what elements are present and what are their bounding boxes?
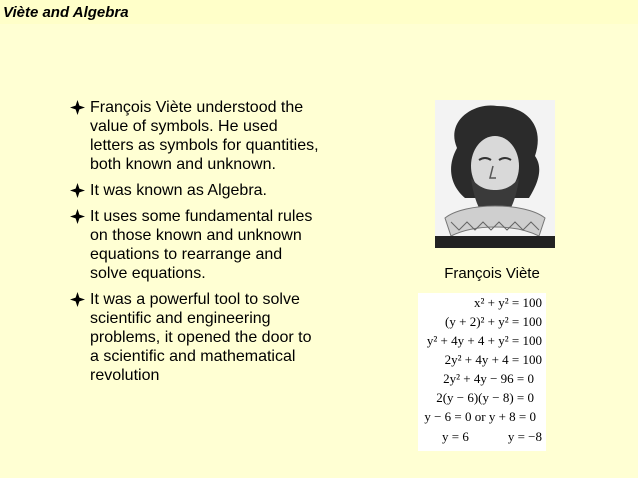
equation-line: (y + 2)² + y² = 100 <box>445 314 542 329</box>
equation-line: 2y² + 4y − 96 = 0 <box>443 371 534 386</box>
bullet-item <box>70 98 320 174</box>
diamond-bullet-icon <box>70 209 85 224</box>
equation-line: y = 6 <box>442 429 469 444</box>
slide-title: Viète and Algebra <box>3 4 129 21</box>
bullet-text: François Viète understood the value of symbols. He used letters as symbols for quantities, both known and unknown. <box>90 99 319 173</box>
equation-line: y = −8 <box>507 429 542 444</box>
bullet-item <box>70 181 320 200</box>
diamond-bullet-icon <box>70 292 85 307</box>
bullet-text: It uses some fundamental rules on those known and unknown equations to rearrange and solve equations. <box>90 208 313 282</box>
bullet-text: It was known as Algebra. <box>90 182 267 199</box>
bullet-item <box>70 290 320 385</box>
bullet-text: It was a powerful tool to solve scientific and engineering problems, it opened the door to a scientific and mathematical revolution <box>90 291 312 384</box>
title-bar <box>0 0 638 24</box>
equation-line: y² + 4y + 4 + y² = 100 <box>426 333 542 348</box>
equation-line: y − 6 = 0 or y + 8 = 0 <box>424 409 536 424</box>
bullet-item <box>70 207 320 283</box>
portrait-caption: François Viète <box>444 265 540 282</box>
equation-line: 2y² + 4y + 4 = 100 <box>444 352 542 367</box>
equation-line: 2(y − 6)(y − 8) = 0 <box>436 390 534 405</box>
bullet-list <box>70 98 320 392</box>
diamond-bullet-icon <box>70 183 85 198</box>
equation-line: x² + y² = 100 <box>474 295 542 310</box>
diamond-bullet-icon <box>70 100 85 115</box>
equation-box <box>418 293 546 451</box>
portrait-image <box>435 100 555 248</box>
